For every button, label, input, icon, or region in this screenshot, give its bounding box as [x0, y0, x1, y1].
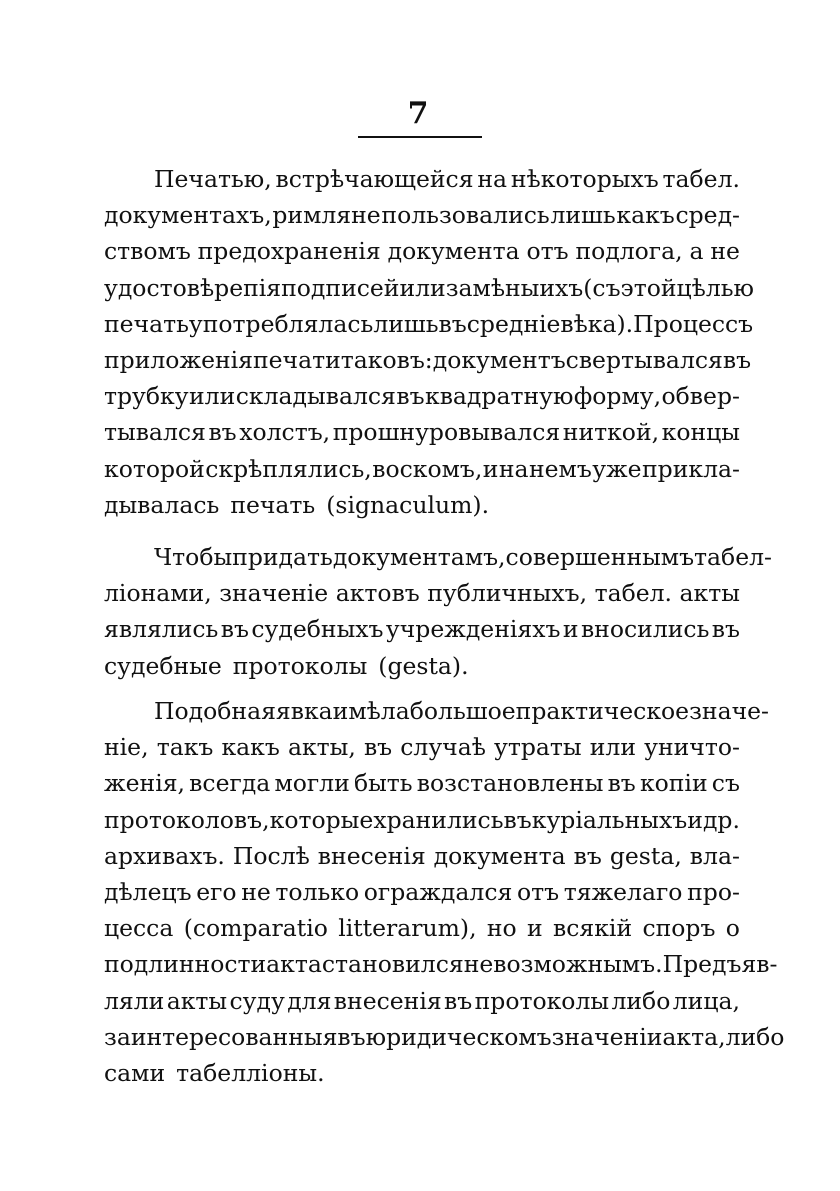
word: невозможнымъ.: [463, 950, 663, 979]
word: въ: [363, 733, 393, 762]
word: акта: [266, 950, 322, 979]
word: явка: [275, 697, 333, 725]
word: ниткой,: [562, 418, 660, 447]
text-line: [104, 414, 740, 450]
text-line: [104, 233, 740, 269]
word: Процессъ: [633, 309, 754, 338]
word: случаѣ: [400, 733, 486, 762]
word: дывалась: [104, 490, 220, 519]
text-line: [104, 802, 740, 838]
word: архивахъ.: [104, 841, 225, 870]
word: ніе,: [104, 733, 149, 762]
word: табел.: [662, 165, 740, 193]
word: вла-: [689, 841, 740, 870]
word: встрѣчающейся: [275, 165, 474, 193]
page-number-text: 7: [407, 96, 429, 131]
word: въ: [607, 769, 636, 798]
word: подписей: [281, 273, 400, 302]
word: юридическомъ: [365, 1022, 552, 1051]
word: имѣла: [332, 697, 410, 725]
word: средніе: [466, 309, 561, 338]
word: которой: [104, 454, 205, 483]
paragraph-1: [104, 161, 754, 523]
word: сами: [104, 1058, 166, 1087]
text-line: [104, 983, 740, 1019]
word: съ: [711, 769, 740, 798]
word: или: [399, 273, 446, 302]
word: протоколы: [232, 651, 368, 680]
word: не: [241, 877, 271, 906]
word: (съ: [583, 273, 621, 302]
word: могли: [274, 769, 350, 798]
text-line: [104, 765, 740, 801]
word: но: [486, 914, 517, 943]
word: въ: [220, 615, 249, 644]
text-line: [104, 838, 740, 874]
word: (gesta).: [378, 651, 469, 680]
word: приложенія: [104, 345, 253, 374]
word: этой: [620, 273, 677, 302]
word: только: [275, 877, 360, 906]
text-line: [104, 1055, 740, 1091]
text-line: [104, 270, 754, 306]
word: въ: [722, 345, 752, 374]
word: которые: [269, 805, 374, 834]
word: отъ: [526, 237, 569, 266]
word: на: [477, 165, 508, 193]
word: придать: [232, 543, 333, 571]
word: документамъ,: [332, 543, 506, 571]
word: въ: [444, 986, 473, 1015]
word: внесенія: [333, 986, 442, 1015]
word: такъ: [156, 733, 214, 762]
word: Подобная: [154, 697, 276, 725]
word: протоколы: [474, 986, 610, 1015]
word: въ: [573, 841, 602, 870]
text-line: [104, 611, 740, 647]
word: удостовѣрепія: [104, 273, 282, 302]
text-line: [104, 1019, 785, 1055]
word: или: [189, 382, 236, 411]
word: отъ: [516, 877, 560, 906]
word: (comparatio: [183, 914, 328, 943]
text-line: [104, 197, 740, 233]
word: хранились: [373, 805, 504, 834]
word: актовъ: [335, 579, 420, 608]
text-line: [104, 451, 740, 487]
word: обвер-: [661, 382, 740, 411]
paragraph-2: [104, 539, 772, 684]
word: въ: [438, 309, 467, 338]
text-line: [104, 946, 778, 982]
word: лица,: [672, 986, 740, 1015]
word: сред-: [675, 201, 740, 230]
paragraph-3: [104, 693, 785, 1091]
text-line: [104, 539, 772, 575]
word: про-: [687, 877, 740, 906]
word: акты: [679, 579, 740, 608]
word: споръ: [642, 914, 716, 943]
word: нѣкоторыхъ: [510, 165, 659, 193]
text-line: [104, 342, 752, 378]
word: прикла-: [642, 454, 740, 483]
word: ствомъ: [104, 237, 191, 266]
word: на: [498, 454, 529, 483]
word: печати: [252, 345, 341, 374]
word: значе-: [689, 697, 769, 725]
word: публичныхъ,: [427, 579, 588, 608]
word: лишь: [550, 201, 616, 230]
word: др.: [702, 805, 740, 834]
word: скрѣплялись,: [205, 454, 372, 483]
text-line: [104, 306, 754, 342]
word: акты,: [287, 733, 356, 762]
word: документахъ,: [104, 201, 272, 230]
word: Чтобы: [154, 543, 233, 571]
text-line: [104, 910, 740, 946]
word: какъ: [221, 733, 280, 762]
text-line: [104, 648, 740, 684]
word: заинтересованныя: [104, 1022, 338, 1051]
word: а: [689, 237, 704, 266]
word: какъ: [616, 201, 675, 230]
word: форму,: [573, 382, 662, 411]
word: подлинности: [104, 950, 267, 979]
text-line: [104, 575, 740, 611]
word: всякій: [553, 914, 633, 943]
word: куріальныхъ: [531, 805, 688, 834]
word: утраты: [494, 733, 582, 762]
text-line: [104, 487, 740, 523]
word: и: [482, 454, 499, 483]
word: лишь: [373, 309, 439, 338]
word: Послѣ: [232, 841, 310, 870]
header-rule: [358, 136, 482, 138]
word: или: [589, 733, 636, 762]
text-line: [104, 729, 740, 765]
word: трубку: [104, 382, 189, 411]
word: цесса: [104, 914, 174, 943]
word: холстъ,: [239, 418, 331, 447]
word: въ: [337, 1022, 366, 1051]
word: Предъяв-: [662, 950, 778, 979]
word: квадратную: [425, 382, 574, 411]
word: складывался: [235, 382, 396, 411]
word: въ: [208, 418, 237, 447]
word: цѣлью: [676, 273, 754, 302]
word: предохраненія: [197, 237, 381, 266]
word: и: [527, 914, 543, 943]
word: дѣлецъ: [104, 877, 192, 906]
word: женія,: [104, 769, 185, 798]
word: акты: [166, 986, 228, 1015]
word: документа: [433, 841, 566, 870]
word: Печатью,: [154, 165, 272, 193]
word: табел-: [694, 543, 772, 571]
word: большое: [409, 697, 516, 725]
word: римляне: [272, 201, 381, 230]
text-line: [104, 161, 740, 197]
word: въ: [503, 805, 532, 834]
word: быть: [353, 769, 413, 798]
word: всегда: [189, 769, 271, 798]
word: для: [287, 986, 332, 1015]
word: документъ: [432, 345, 566, 374]
text-line: [104, 378, 740, 414]
word: не: [710, 237, 740, 266]
word: уничто-: [644, 733, 740, 762]
word: его: [196, 877, 237, 906]
word: возстановлены: [416, 769, 604, 798]
word: (signaculum).: [326, 490, 490, 519]
word: учрежденіяхъ: [385, 615, 561, 644]
word: таковъ:: [340, 345, 433, 374]
word: ліонами,: [104, 579, 212, 608]
word: свертывался: [565, 345, 723, 374]
word: внесенія: [317, 841, 426, 870]
word: совершеннымъ: [505, 543, 695, 571]
word: и: [562, 615, 579, 644]
word: замѣны: [445, 273, 540, 302]
word: табел.: [594, 579, 673, 608]
word: копіи: [639, 769, 708, 798]
word: печать: [104, 309, 189, 338]
word: ихъ: [539, 273, 584, 302]
word: воскомъ,: [372, 454, 483, 483]
word: значеніе: [219, 579, 329, 608]
word: ограждался: [363, 877, 513, 906]
word: прошнуровывался: [332, 418, 561, 447]
word: становился: [321, 950, 464, 979]
text-line: [104, 693, 769, 729]
word: судебные: [104, 651, 222, 680]
word: либо: [725, 1022, 785, 1051]
word: пользовались: [381, 201, 550, 230]
word: концы: [661, 418, 740, 447]
word: въ: [711, 615, 740, 644]
word: gesta,: [609, 841, 682, 870]
page-number: [0, 96, 840, 131]
word: и: [687, 805, 703, 834]
word: подлога,: [575, 237, 683, 266]
word: употреблялась: [188, 309, 374, 338]
word: протоколовъ,: [104, 805, 270, 834]
word: тывался: [104, 418, 206, 447]
text-line: [104, 874, 740, 910]
word: вносились: [580, 615, 710, 644]
word: документа: [387, 237, 520, 266]
word: значеніи: [551, 1022, 663, 1051]
word: litterarum),: [338, 914, 477, 943]
word: табелліоны.: [176, 1058, 325, 1087]
word: о: [725, 914, 740, 943]
word: судебныхъ: [251, 615, 384, 644]
word: являлись: [104, 615, 219, 644]
word: тяжелаго: [563, 877, 683, 906]
word: практическое: [515, 697, 690, 725]
word: ляли: [104, 986, 165, 1015]
word: печать: [230, 490, 316, 519]
word: суду: [229, 986, 285, 1015]
word: уже: [592, 454, 642, 483]
word: немъ: [528, 454, 592, 483]
word: въ: [396, 382, 425, 411]
word: вѣка).: [560, 309, 634, 338]
word: акта,: [662, 1022, 726, 1051]
word: либо: [611, 986, 671, 1015]
